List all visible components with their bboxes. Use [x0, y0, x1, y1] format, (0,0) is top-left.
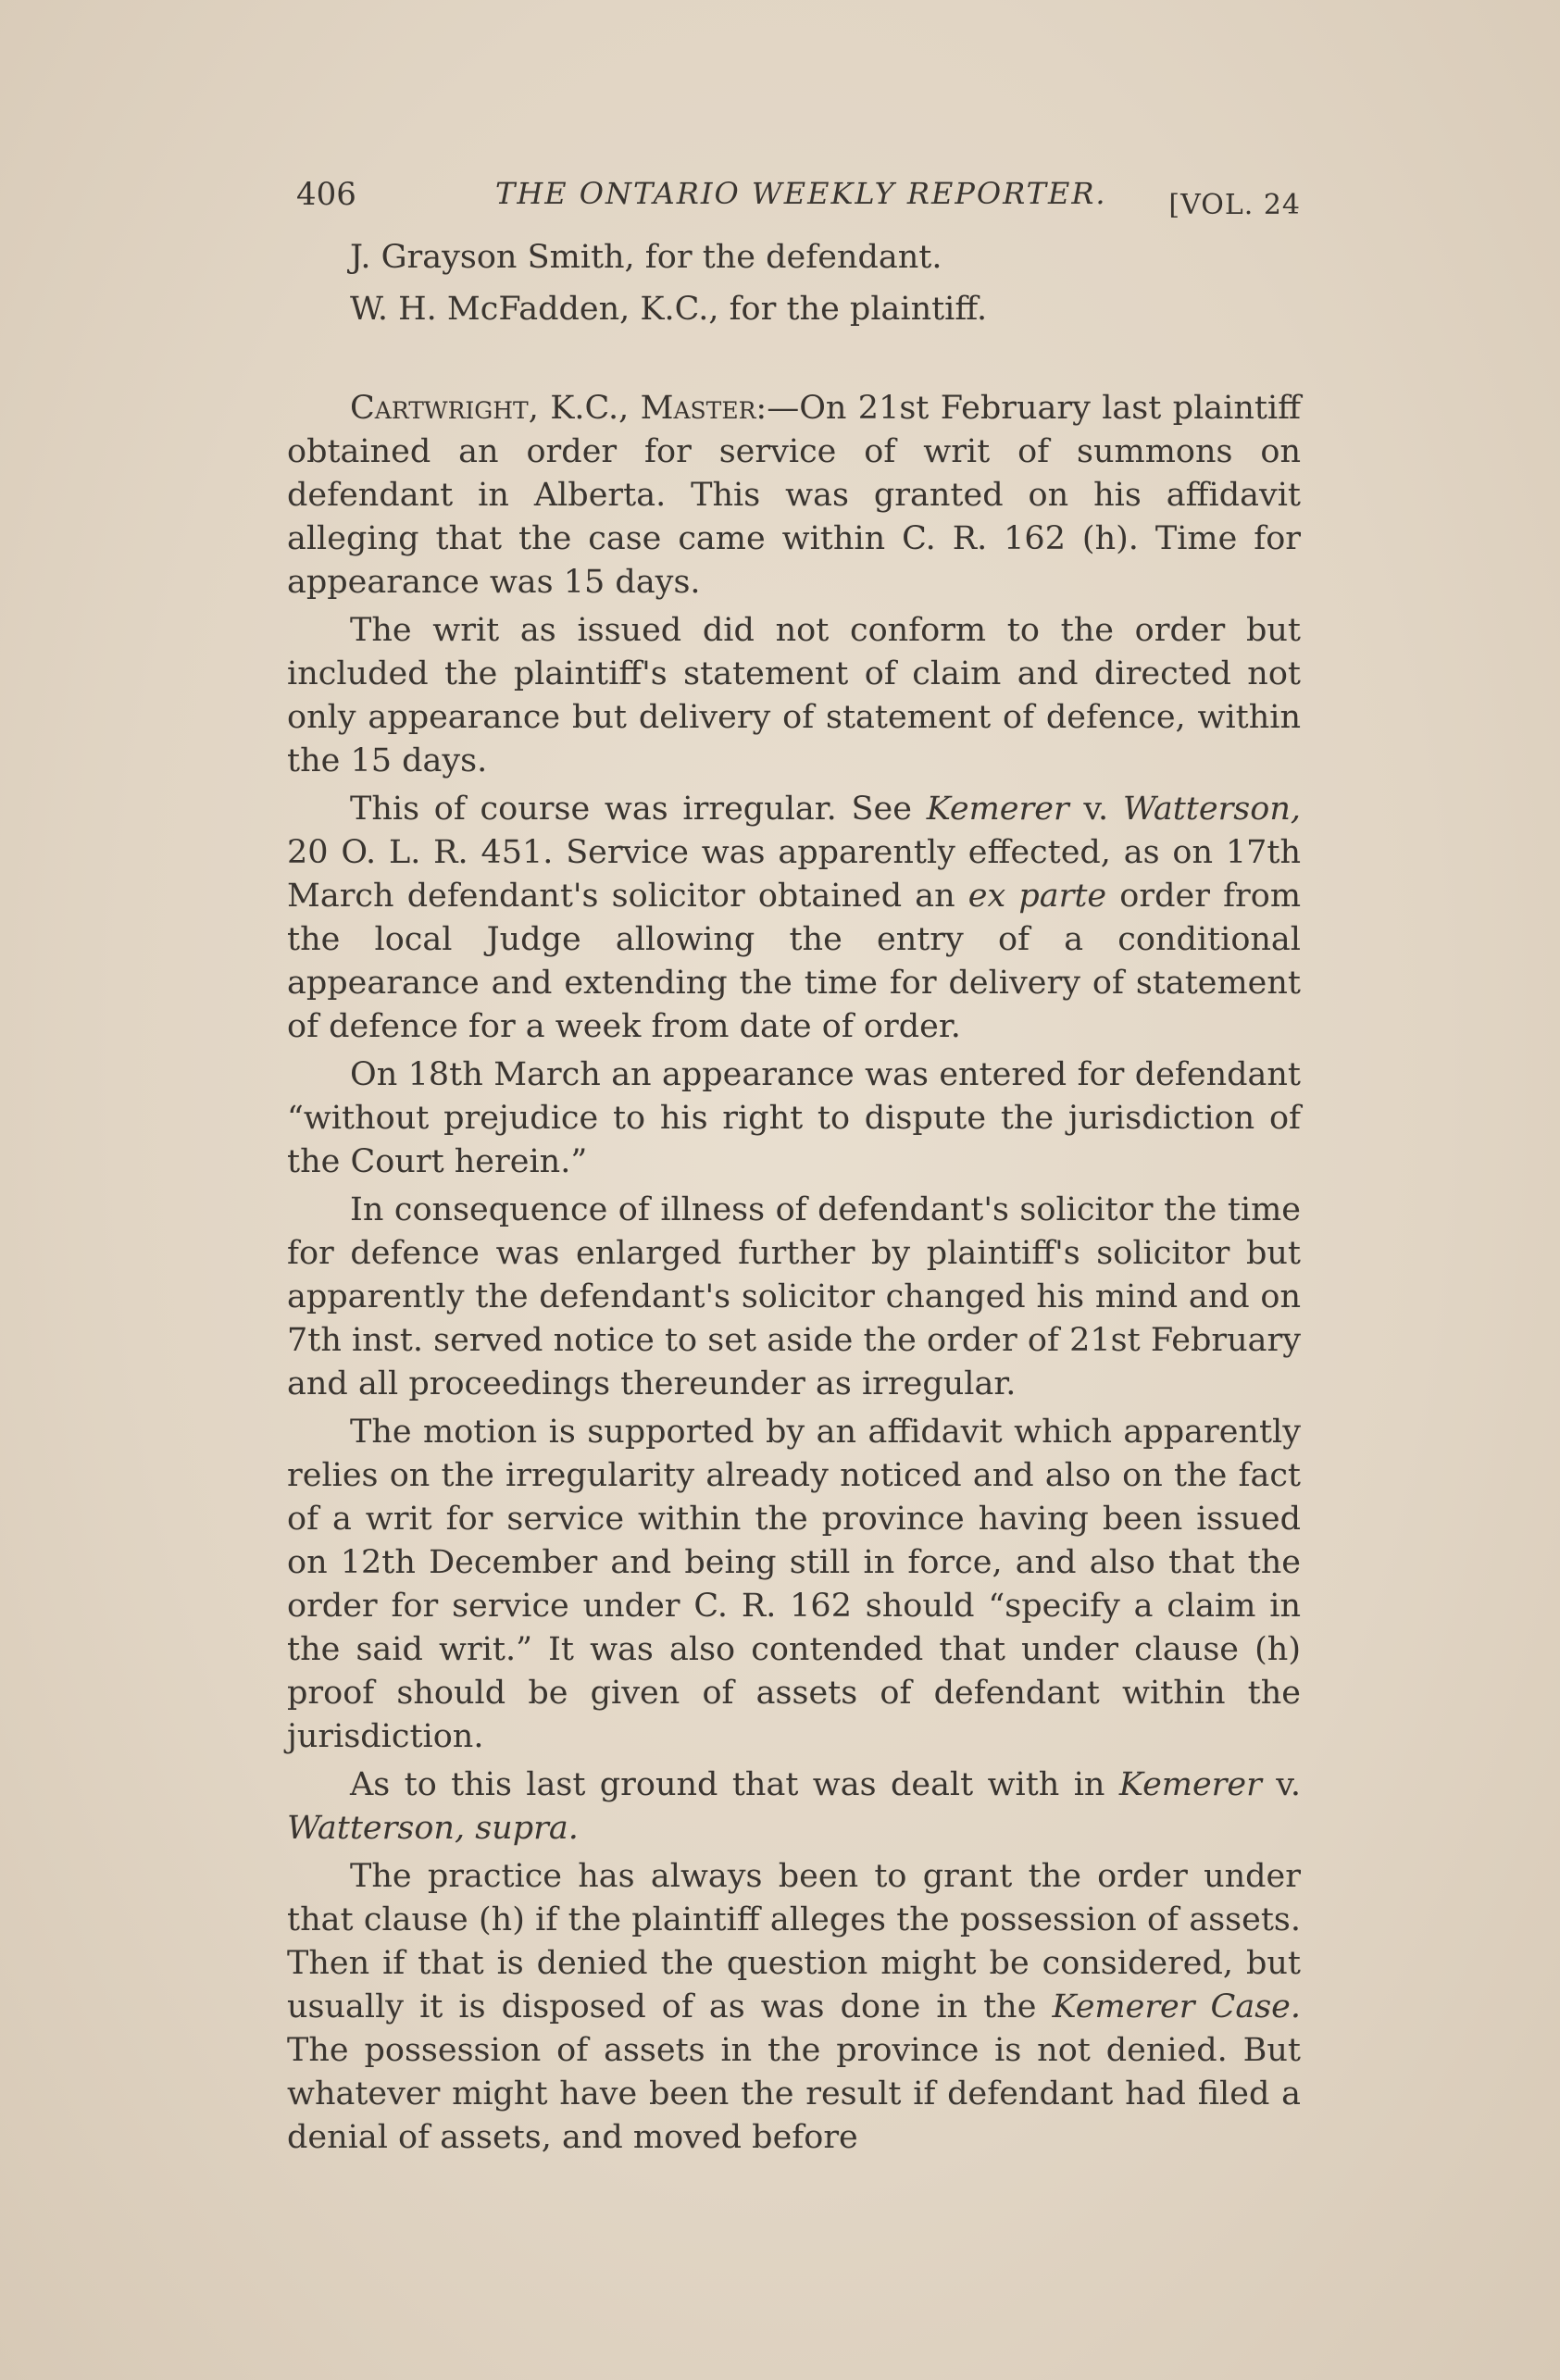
paragraph-6: The motion is supported by an affidavit which apparently relies on the irregularity already noticed and also on the fact of a writ for service within the province having been issued on 12th December and being still in force, and also that the order for service under C. R. 162 should “specify a claim in the said writ.” It was also contended that under clause (h) proof should be given of assets of defendant within the jurisdiction. [287, 1414, 1301, 1755]
case-name: Watterson, supra. [287, 1810, 579, 1847]
paragraph-2: The writ as issued did not conform to the order but included the plaintiff's statement of claim and directed not only appearance but delivery of statement of defence, within the 15 days. [287, 612, 1301, 779]
volume-label: [VOL. 24 [1168, 189, 1301, 221]
counsel-plaintiff: W. H. McFadden, K.C., for the plaintiff. [350, 291, 988, 328]
paragraph-1: Cartwright, K.C., Master:—On 21st February last plaintiff obtained an order for service of writ of summons on defendant in Alberta. This was granted on his affidavit alleging that the case came within C. R. 162 (h). Time for appearance was 15 days. [287, 390, 1302, 601]
judge-title: Master [640, 390, 756, 427]
running-head [287, 167, 1301, 231]
counsel-list [350, 231, 1301, 335]
paragraph-4: On 18th March an appearance was entered for defendant “without prejudice to his right to dispute the jurisdiction of the Court herein.” [287, 1056, 1301, 1180]
journal-title: THE ONTARIO WEEKLY REPORTER. [495, 176, 1107, 211]
paragraph-8: The practice has always been to grant the order under that clause (h) if the plaintiff alleges the possession of assets. Then if that is denied the question might be considered, but usually it is disposed of as was done in the Kemerer Case. The possession of assets in the province is not denied. But whatever might have been the result if defendant had filed a denial of assets, and moved before [287, 1858, 1301, 2156]
paragraph-3: This of course was irregular. See Kemerer v. Watterson, 20 O. L. R. 451. Service was apparently effected, as on 17th March defendant's solicitor obtained an ex parte order from the local Judge allowing the entry of a conditional appearance and extending the time for delivery of statement of defence for a week from date of order. [287, 791, 1302, 1045]
page-number: 406 [296, 176, 356, 213]
document-page [287, 167, 1301, 2164]
case-name: Kemerer Case. [1052, 1988, 1301, 2025]
paragraph-7: As to this last ground that was dealt with in Kemerer v. Watterson, supra. [287, 1766, 1301, 1847]
counsel-defendant: J. Grayson Smith, for the defendant. [350, 239, 942, 276]
judge-name: Cartwright [350, 390, 529, 427]
case-name: Kemerer [926, 791, 1069, 828]
latin-term: ex parte [967, 878, 1107, 915]
judgment-body [287, 387, 1301, 2160]
case-name: Watterson, [1122, 791, 1301, 828]
case-name: Kemerer [1118, 1766, 1262, 1803]
paragraph-5: In consequence of illness of defendant's solicitor the time for defence was enlarged further by plaintiff's solicitor but apparently the defendant's solicitor changed his mind and on 7th inst. served notice to set aside the order of 21st February and all proceedings thereunder as irregular. [287, 1191, 1301, 1402]
